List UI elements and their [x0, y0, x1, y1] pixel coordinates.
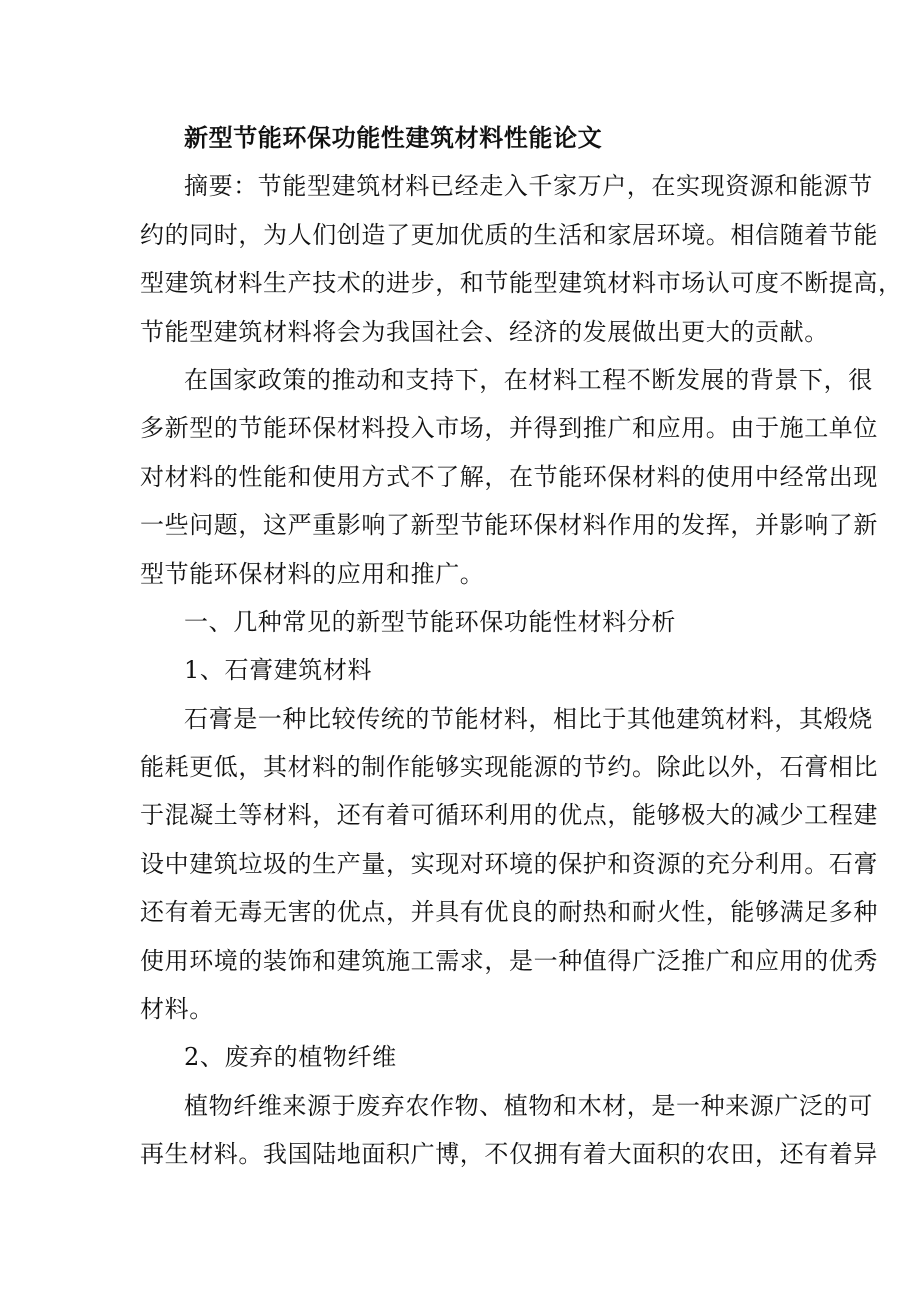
text-line: 设中建筑垃圾的生产量，实现对环境的保护和资源的充分利用。石膏: [140, 849, 878, 878]
text-line: 对材料的性能和使用方式不了解，在节能环保材料的使用中经常出现: [140, 462, 878, 491]
paragraph: [140, 1033, 800, 1081]
text-line: 1、石膏建筑材料: [184, 656, 373, 685]
text-line: 2、废弃的植物纤维: [184, 1043, 397, 1072]
paragraph: [140, 162, 903, 356]
paragraph: [140, 598, 800, 646]
text-line: 石膏是一种比较传统的节能材料，相比于其他建筑材料，其煅烧: [184, 704, 873, 733]
text-line: 于混凝土等材料，还有着可循环利用的优点，能够极大的减少工程建: [140, 801, 878, 830]
text-line: 节能型建筑材料将会为我国社会、经济的发展做出更大的贡献。: [140, 317, 829, 346]
text-line: 多新型的节能环保材料投入市场，并得到推广和应用。由于施工单位: [140, 414, 878, 443]
text-line: 一些问题，这严重影响了新型节能环保材料作用的发挥，并影响了新: [140, 511, 878, 540]
text-line: 摘要：节能型建筑材料已经走入千家万户，在实现资源和能源节: [184, 172, 873, 201]
text-line: 约的同时，为人们创造了更加优质的生活和家居环境。相信随着节能: [140, 220, 878, 249]
text-line: 一、几种常见的新型节能环保功能性材料分析: [184, 607, 676, 636]
text-line: 材料。: [140, 995, 214, 1024]
paragraph: [140, 695, 878, 1034]
text-line: 型建筑材料生产技术的进步，和节能型建筑材料市场认可度不断提高，: [140, 269, 903, 298]
text-line: 型节能环保材料的应用和推广。: [140, 559, 485, 588]
document-title: 新型节能环保功能性建筑材料性能论文: [184, 123, 603, 152]
paragraph: [140, 1082, 878, 1179]
text-line: 使用环境的装饰和建筑施工需求，是一种值得广泛推广和应用的优秀: [140, 946, 878, 975]
paragraph: [140, 356, 878, 598]
text-line: 能耗更低，其材料的制作能够实现能源的节约。除此以外，石膏相比: [140, 753, 878, 782]
document-body: [140, 162, 903, 1178]
text-line: 植物纤维来源于废弃农作物、植物和木材，是一种来源广泛的可: [184, 1091, 873, 1120]
document-page: [140, 114, 903, 1179]
text-line: 再生材料。我国陆地面积广博，不仅拥有着大面积的农田，还有着异: [140, 1140, 878, 1169]
text-line: 还有着无毒无害的优点，并具有优良的耐热和耐火性，能够满足多种: [140, 898, 878, 927]
text-line: 在国家政策的推动和支持下，在材料工程不断发展的背景下，很: [184, 365, 873, 394]
paragraph: [140, 646, 800, 694]
